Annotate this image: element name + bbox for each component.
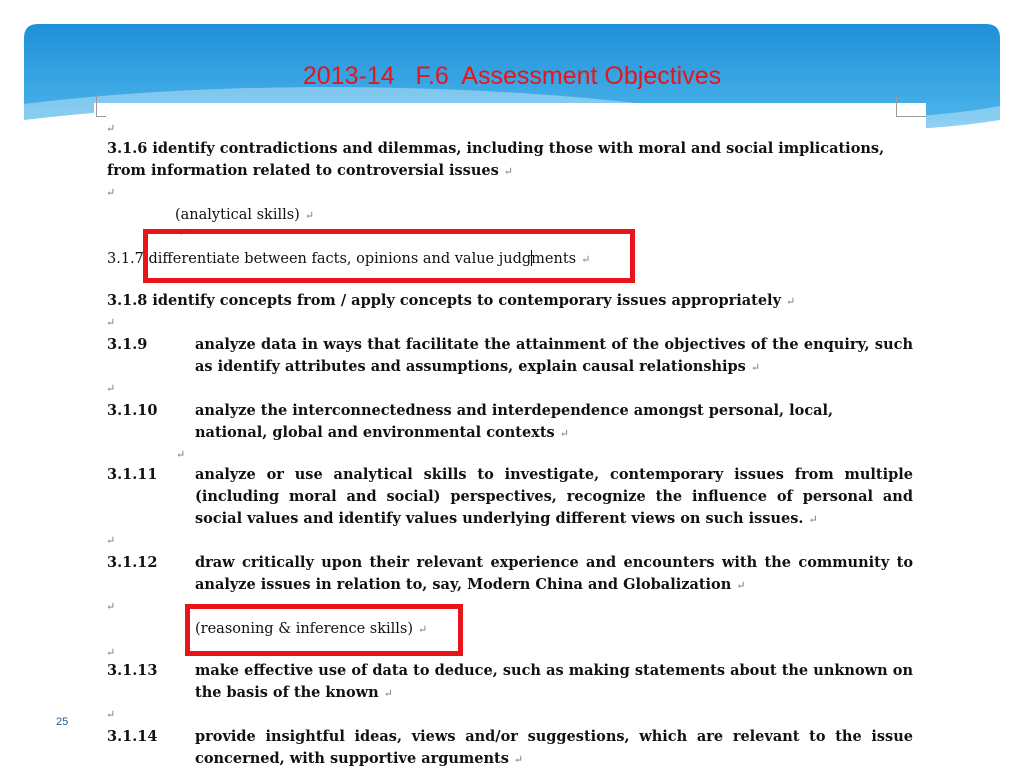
objective-3-1-12: draw critically upon their relevant experience and encounters with the community to analyze issues in relation to, say, Modern China and Globalization ↵: [195, 554, 913, 593]
objective-3-1-6-line2: from information related to controversial issues ↵: [107, 162, 513, 179]
objective-3-1-8: 3.1.8 identify concepts from / apply concepts to contemporary issues appropriately ↵: [107, 292, 796, 309]
paragraph-mark: ↵: [106, 646, 116, 659]
objective-number: 3.1.13: [107, 662, 158, 679]
paragraph-mark: ↵: [106, 122, 116, 135]
slide-title: 2013-14 F.6 Assessment Objectives: [302, 62, 722, 90]
highlight-box-reasoning-skills: [185, 604, 463, 656]
objective-3-1-14: provide insightful ideas, views and/or suggestions, which are relevant to the issue concerned, with supportive arguments ↵: [195, 728, 913, 767]
objective-number: 3.1.10: [107, 402, 158, 419]
objective-number: 3.1.9: [107, 336, 148, 353]
section-analytical-skills: (analytical skills) ↵: [175, 207, 315, 223]
paragraph-mark: ↵: [106, 382, 116, 395]
page-corner-mark: [96, 116, 106, 117]
slide-page-number: 25: [56, 716, 69, 728]
paragraph-mark: ↵: [106, 600, 116, 613]
highlight-box-3-1-7: [143, 229, 635, 283]
paragraph-mark: ↵: [106, 316, 116, 329]
paragraph-mark: ↵: [106, 534, 116, 547]
objective-3-1-7: 3.1.7 differentiate between facts, opinions and value judgments ↵: [107, 251, 591, 267]
paragraph-mark: ↵: [106, 186, 116, 199]
paragraph-mark: ↵: [178, 226, 188, 239]
page-corner-mark: [896, 96, 897, 116]
objective-3-1-13: make effective use of data to deduce, such as making statements about the unknown on the basis of the known ↵: [195, 662, 913, 701]
section-reasoning-inference-skills: (reasoning & inference skills) ↵: [195, 621, 428, 637]
page-corner-mark: [96, 96, 97, 116]
objective-number: 3.1.12: [107, 554, 158, 571]
objective-number: 3.1.14: [107, 728, 158, 745]
objective-3-1-9: analyze data in ways that facilitate the attainment of the objectives of the enquiry, such as identify attributes and assumptions, explain causal relationships ↵: [195, 336, 913, 375]
objective-3-1-6-line1: 3.1.6 identify contradictions and dilemmas, including those with moral and social implications,: [107, 140, 885, 157]
objective-3-1-11: analyze or use analytical skills to investigate, contemporary issues from multiple (including moral and social) perspectives, recognize the influence of personal and social values and identify values underlying different views on such issues. ↵: [195, 466, 913, 527]
paragraph-mark: ↵: [176, 448, 186, 461]
objective-number: 3.1.11: [107, 466, 158, 483]
page-corner-mark: [896, 116, 926, 117]
objective-3-1-10: analyze the interconnectedness and interdependence amongst personal, local, national, global and environmental contexts ↵: [195, 402, 834, 441]
paragraph-mark: ↵: [106, 708, 116, 721]
